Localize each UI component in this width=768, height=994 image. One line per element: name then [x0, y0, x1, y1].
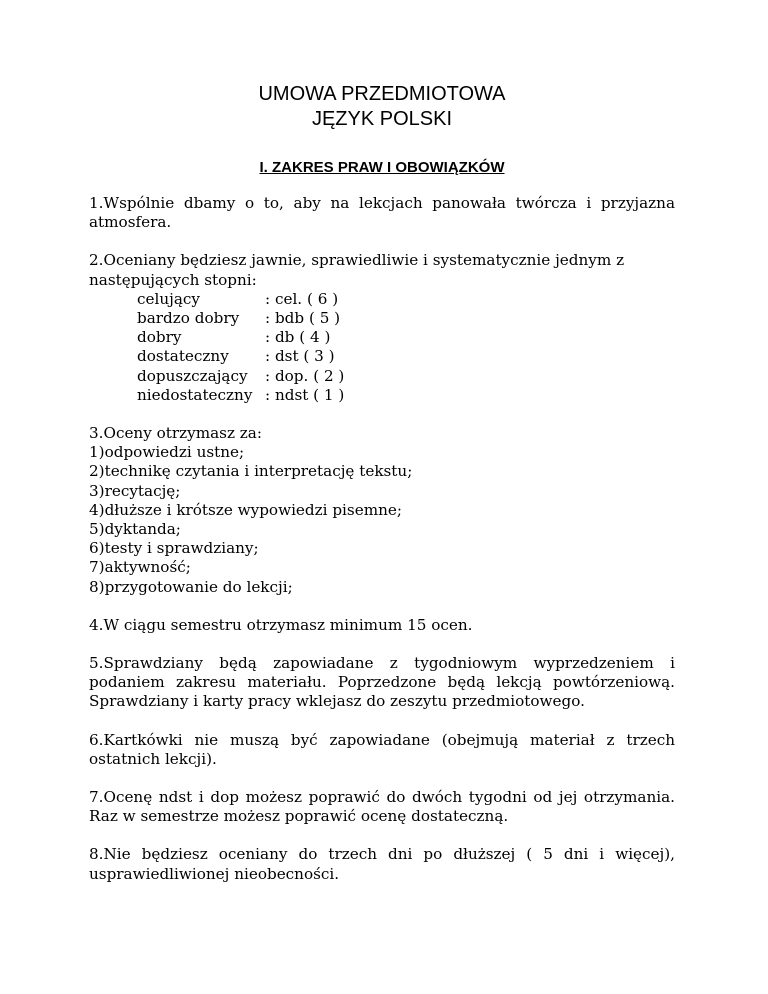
grade-row: [89, 367, 675, 386]
section-heading: I. ZAKRES PRAW I OBOWIĄZKÓW: [259, 159, 505, 176]
list-item: 5)dyktanda;: [89, 520, 181, 539]
grade-code: : db ( 4 ): [265, 328, 331, 347]
point-3: [89, 424, 675, 597]
grade-name: dopuszczający: [137, 366, 248, 385]
grade-name: niedostateczny: [137, 385, 253, 404]
list-item: 7)aktywność;: [89, 558, 191, 577]
document-subtitle: JĘZYK POLSKI: [311, 108, 453, 130]
grade-code: : cel. ( 6 ): [265, 289, 339, 308]
grade-name: dostateczny: [137, 347, 229, 366]
grade-row: [89, 290, 675, 309]
list-item: 4)dłuższe i krótsze wypowiedzi pisemne;: [89, 500, 402, 519]
title-block: [89, 82, 675, 132]
point-3-intro: 3.Oceny otrzymasz za:: [89, 424, 262, 443]
grade-name: dobry: [137, 328, 182, 347]
grade-row: [89, 386, 675, 405]
list-item: 2)technikę czytania i interpretację tekstu;: [89, 462, 413, 481]
point-5: 5.Sprawdziany będą zapowiadane z tygodniowym wyprzedzeniem i podaniem zakresu materiału. Poprzedzone będą lekcją powtórzeniową. Sprawdziany i karty pracy wklejasz do zeszytu przedmiotowego.: [89, 654, 675, 711]
document-page: [89, 82, 675, 903]
grade-code: : bdb ( 5 ): [265, 309, 341, 328]
grade-scale-list: [89, 290, 675, 405]
point-1: 1.Wspólnie dbamy o to, aby na lekcjach panowała twórcza i przyjazna atmosfera.: [89, 194, 675, 232]
grade-code: : ndst ( 1 ): [265, 385, 345, 404]
list-item: 6)testy i sprawdziany;: [89, 539, 259, 558]
grade-name: bardzo dobry: [137, 309, 240, 328]
grade-code: : dst ( 3 ): [265, 347, 335, 366]
list-item: 3)recytację;: [89, 481, 181, 500]
grade-name: celujący: [137, 289, 200, 308]
point-4: 4.W ciągu semestru otrzymasz minimum 15 ocen.: [89, 615, 473, 634]
grade-row: [89, 309, 675, 328]
point-8: 8.Nie będziesz oceniany do trzech dni po dłuższej ( 5 dni i więcej), usprawiedliwionej nieobecności.: [89, 845, 675, 883]
assessment-list: [89, 443, 675, 597]
grade-row: [89, 328, 675, 347]
point-6: 6.Kartkówki nie muszą być zapowiadane (obejmują materiał z trzech ostatnich lekcji).: [89, 730, 675, 768]
point-2: [89, 251, 675, 405]
list-item: 8)przygotowanie do lekcji;: [89, 577, 293, 596]
point-7: 7.Ocenę ndst i dop możesz poprawić do dwóch tygodni od jej otrzymania. Raz w semestrze możesz poprawić ocenę dostateczną.: [89, 788, 675, 826]
point-2-intro: 2.Oceniany będziesz jawnie, sprawiedliwie i systematycznie jednym z następujących stopni:: [89, 251, 625, 289]
document-title: UMOWA PRZEDMIOTOWA: [258, 83, 506, 105]
list-item: 1)odpowiedzi ustne;: [89, 443, 245, 462]
grade-row: [89, 347, 675, 366]
grade-code: : dop. ( 2 ): [265, 366, 345, 385]
